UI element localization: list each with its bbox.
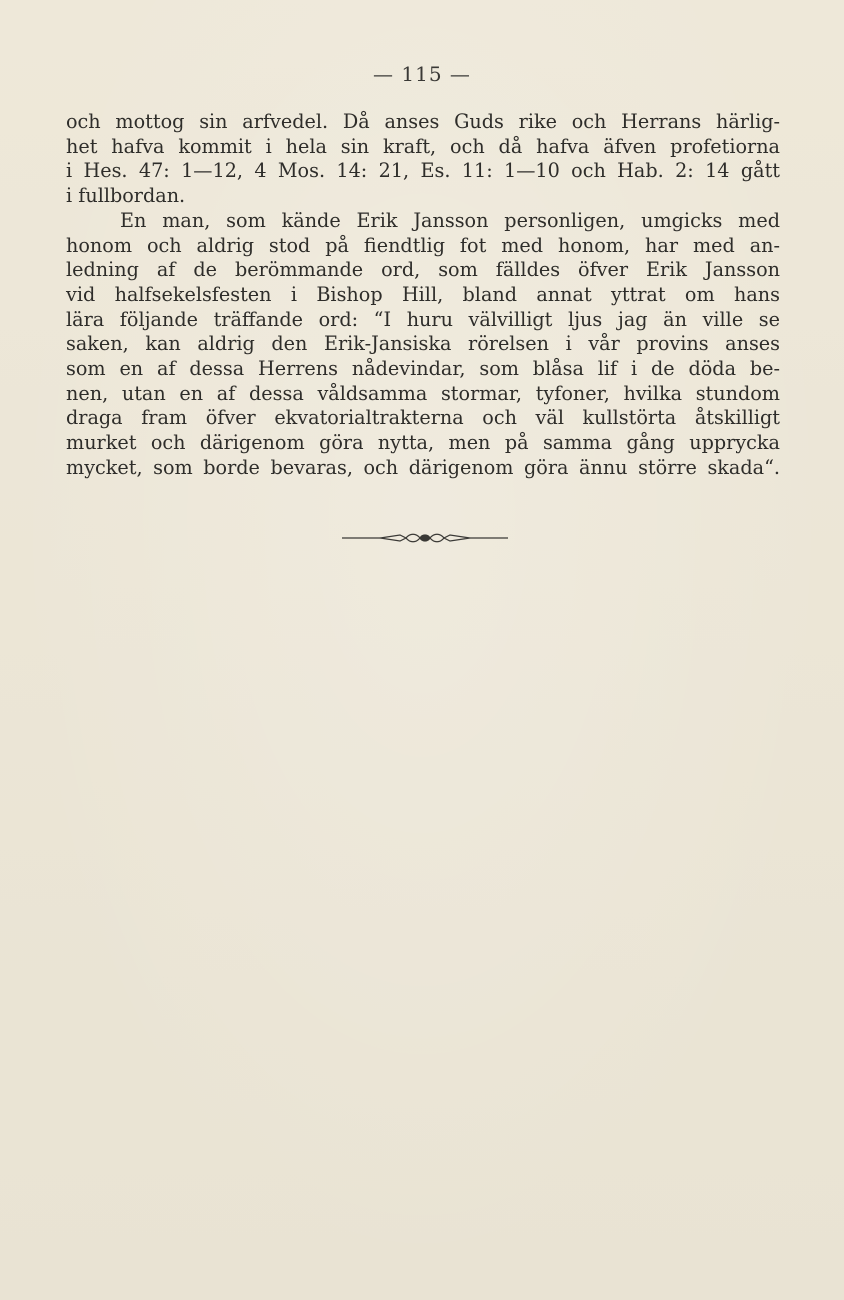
text-line: murket och därigenom göra nytta, men på samma gång upprycka: [66, 431, 780, 455]
text-line: saken, kan aldrig den Erik-Jansiska rörelsen i vår provins anses: [66, 332, 780, 356]
text-line: En man, som kände Erik Jansson personligen, umgicks med: [120, 208, 780, 232]
text-line: som en af dessa Herrens nådevindar, som blåsa lif i de döda be-: [66, 357, 780, 381]
text-line: draga fram öfver ekvatorialtrakterna och väl kullstörta åtskilligt: [66, 406, 780, 430]
text-line: vid halfsekelsfesten i Bishop Hill, bland annat yttrat om hans: [66, 282, 780, 306]
text-line: ledning af de berömmande ord, som fälldes öfver Erik Jansson: [66, 258, 780, 282]
text-line: lära följande träffande ord: “I huru välvilligt ljus jag än ville se: [66, 307, 780, 331]
text-line: i Hes. 47: 1—12, 4 Mos. 14: 21, Es. 11: 1—10 och Hab. 2: 14 gått: [66, 159, 780, 183]
body-text: [66, 110, 780, 481]
text-line: honom och aldrig stod på fiendtlig fot med honom, har med an-: [66, 233, 780, 257]
text-line: och mottog sin arfvedel. Då anses Guds rike och Herrans härlig-: [66, 110, 780, 133]
text-line: het hafva kommit i hela sin kraft, och då hafva äfven profetiorna: [66, 134, 780, 158]
page-number: — 115 —: [373, 62, 471, 86]
text-line: nen, utan en af dessa våldsamma stormar, tyfoner, hvilka stundom: [66, 381, 780, 405]
text-line: mycket, som borde bevaras, och därigenom göra ännu större skada“.: [66, 455, 780, 479]
decorative-rule-ornament-icon: [340, 530, 510, 546]
text-line: i fullbordan.: [66, 184, 186, 208]
